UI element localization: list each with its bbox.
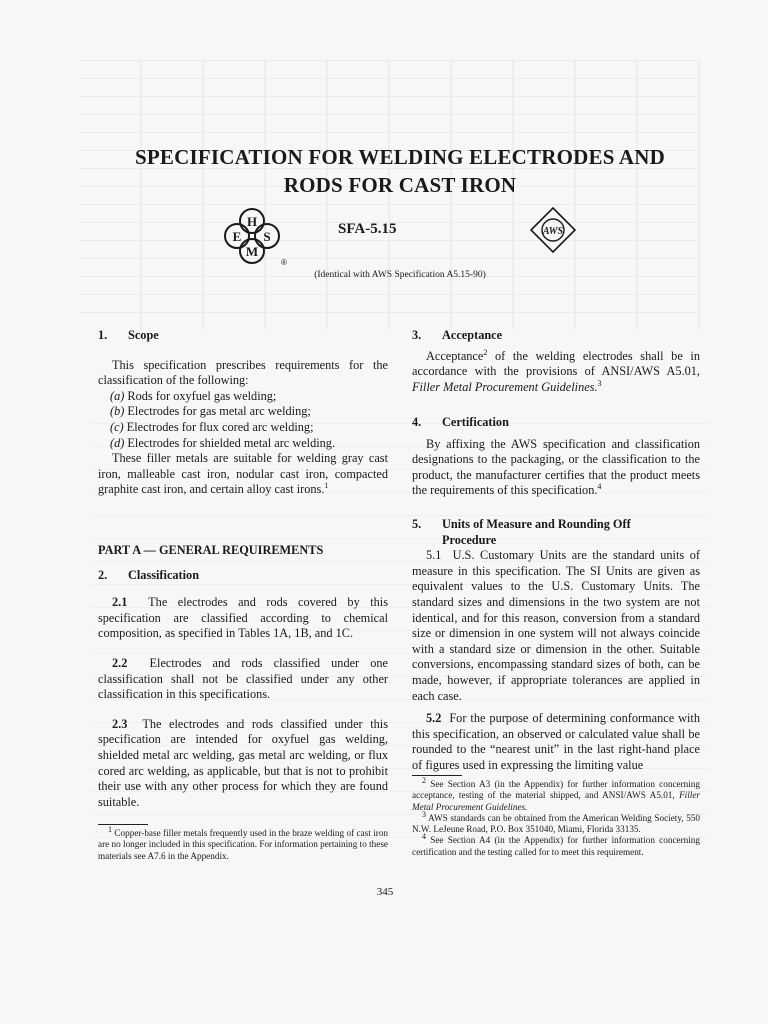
logo-letter-m: M	[245, 244, 259, 259]
units-heading	[412, 517, 700, 533]
list-item: (b) Electrodes for gas metal arc welding;	[110, 404, 311, 419]
scope-intro: This specification prescribes requirements for the classification of the following:	[98, 357, 388, 388]
paragraph-2-1: 2.1 The electrodes and rods covered by this specification are classified according to chemical composition, as specified in Tables 1A, 1B, and 1C.	[98, 595, 388, 641]
section-certification	[412, 415, 700, 499]
acceptance-text: Acceptance$^2$ of the welding electrodes shall be in accordance with the provisions of ANSI/AWS A5.01, Filler Metal Procurement Guidelines.$^3$	[412, 347, 700, 394]
scope-closing: These filler metals are suitable for welding gray cast iron, malleable cast iron, nodular cast iron, compacted graphite cast iron, and certain alloy cast irons.$^1$	[98, 451, 388, 497]
certification-heading	[412, 415, 700, 431]
certification-number: 4.	[412, 415, 422, 429]
footnote-rule-right	[412, 775, 462, 776]
footnote-rule-left	[98, 824, 148, 825]
title-line-2: RODS FOR CAST IRON	[283, 173, 517, 197]
units-title-2: Procedure	[442, 532, 497, 547]
page-number: 345	[376, 886, 394, 898]
footnote-4: $^4$ See Section A4 (in the Appendix) for further information concerning certification and the testing called for to meet this requirement.	[412, 832, 700, 857]
logo-letter-s: S	[263, 229, 271, 244]
scope-heading	[98, 328, 388, 344]
footnote-1: $^1$ Copper-base filler metals frequently used in the braze welding of cast iron are no longer included in this specification. For information pertaining to these materials see A7.6 in the Appendix.	[98, 824, 389, 861]
document-title	[100, 143, 700, 199]
footnote-2: $^2$ See Section A3 (in the Appendix) for further information concerning acceptance, testing of the material shipped, and ANSI/AWS A5.01, Filler Metal Procurement Guidelines.	[412, 775, 700, 812]
acceptance-number: 3.	[412, 328, 422, 342]
classification-heading	[98, 568, 388, 584]
acceptance-title: Acceptance	[442, 328, 503, 342]
logo-letter-h: H	[246, 214, 258, 229]
section-acceptance	[412, 328, 700, 395]
classification-number: 2.	[98, 567, 108, 582]
aws-logo-text: AWS	[542, 226, 564, 237]
acceptance-heading	[412, 328, 700, 344]
aws-logo	[530, 207, 576, 253]
scope-title: Scope	[128, 328, 159, 342]
list-item: (a) Rods for oxyfuel gas welding;	[110, 388, 277, 403]
designation: SFA-5.15	[338, 221, 397, 237]
scope-number: 1.	[98, 328, 108, 342]
paragraph-2-2: 2.2 Electrodes and rods classified under one classification shall not be classified under any other classification in this specifications.	[98, 655, 388, 702]
ehs-logo	[217, 207, 287, 267]
certification-text: By affixing the AWS specification and classification designations to the packaging, or the classification to the product, the manufacturer certifies that the product meets the requirements of this specification.$^4$	[412, 436, 700, 498]
list-item: (c) Electrodes for flux cored arc welding;	[110, 419, 314, 434]
title-line-1: SPECIFICATION FOR WELDING ELECTRODES AND	[135, 145, 665, 169]
logo-letter-e: E	[232, 229, 242, 244]
footnote-3: $^3$ AWS standards can be obtained from the American Welding Society, 550 N.W. LeJeune Road, P.O. Box 351040, Miami, Florida 33135.	[412, 809, 700, 835]
identical-note: (Identical with AWS Specification A5.15-90)	[314, 270, 486, 280]
footnotes-right	[412, 775, 700, 858]
section-scope	[98, 328, 388, 498]
classification-title: Classification	[128, 567, 200, 582]
paragraph-5-1: 5.1 U.S. Customary Units are the standard units of measure in this specification. The SI Units are given as equivalent values to the U.S. Customary Units. The standard sizes and dimensions in the two system are not identical, and for this reason, conversion from a standard size or dimension in one system will not always coincide with a standard size or dimension in the other. Suitable conversions, encompassing standard sizes of both, can be made, however, if appropriate tolerances are applied in each case.	[412, 548, 700, 703]
list-item: (d) Electrodes for shielded metal arc welding.	[110, 435, 336, 450]
section-units	[412, 517, 700, 774]
part-a-heading: PART A — GENERAL REQUIREMENTS	[98, 543, 324, 557]
paragraph-5-2: 5.2 For the purpose of determining conformance with this specification, an observed or calculated value shall be rounded to the “nearest unit” in the last right-hand place of figures used in expressing the limiting value	[412, 711, 700, 772]
section-classification	[98, 543, 388, 810]
scope-list	[98, 389, 388, 451]
units-number: 5.	[412, 517, 422, 531]
paragraph-2-3: 2.3 The electrodes and rods classified under this specification are intended for oxyfuel gas welding, shielded metal arc welding, gas metal arc welding, or flux cored arc welding, as applicable, but that is not to prohibit their use with any other process for which they are found suitable.	[98, 716, 388, 809]
certification-title: Certification	[442, 415, 509, 429]
registered-mark: ®	[281, 258, 287, 267]
units-title-1: Units of Measure and Rounding Off	[442, 517, 631, 531]
